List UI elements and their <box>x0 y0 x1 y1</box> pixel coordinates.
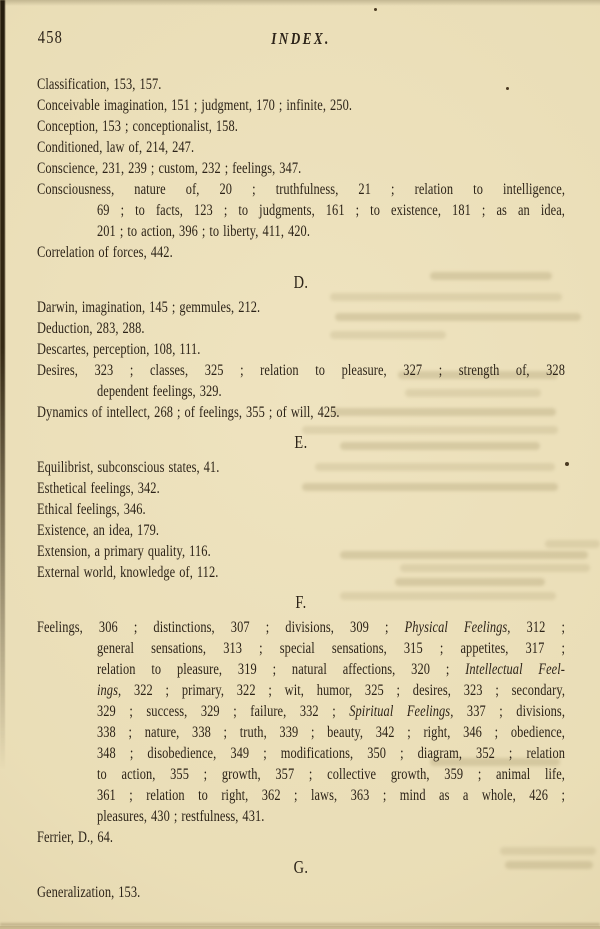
entry-text: Desires, 323 ; classes, 325 ; relation to pleasure, 327 ; strength of, 328 <box>37 362 565 379</box>
entry-text: Consciousness, nature of, 20 ; truthfulness, 21 ; relation to intelligence, <box>37 181 565 198</box>
index-entry-line <box>37 638 565 659</box>
index-entry-line <box>37 360 565 381</box>
entry-text: Descartes, perception, 108, 111. <box>37 341 201 358</box>
index-body <box>37 74 565 903</box>
index-section <box>37 617 565 848</box>
italic-subentry: Intellectual Feel- <box>465 661 565 678</box>
entry-text: 201 ; to action, 396 ; to liberty, 411, 420. <box>97 223 311 240</box>
index-entry-line <box>37 562 565 583</box>
index-entry <box>37 318 565 339</box>
index-section <box>37 297 565 423</box>
index-entry-line <box>37 785 565 806</box>
index-entry-line <box>37 318 565 339</box>
index-entry <box>37 402 565 423</box>
index-entry <box>37 499 565 520</box>
index-entry-line <box>37 478 565 499</box>
page-title: INDEX. <box>271 29 331 48</box>
index-entry-line <box>37 116 565 137</box>
entry-text: Classification, 153, 157. <box>37 76 162 93</box>
entry-text: Conscience, 231, 239 ; custom, 232 ; feelings, 347. <box>37 160 302 177</box>
index-entry-line <box>37 137 565 158</box>
section-heading-g: G. <box>293 857 309 877</box>
entry-text: Generalization, 153. <box>37 884 141 901</box>
entry-text: 329 ; success, 329 ; failure, 332 ; <box>97 703 350 720</box>
section-heading-e: E. <box>294 432 308 452</box>
entry-text: 322 ; primary, 322 ; wit, humor, 325 ; desires, 323 ; secondary, <box>121 682 566 699</box>
index-entry <box>37 74 565 95</box>
index-entry-line <box>37 701 565 722</box>
index-entry-line <box>37 680 565 701</box>
index-entry <box>37 95 565 116</box>
entry-text: 69 ; to facts, 123 ; to judgments, 161 ; to existence, 181 ; as an idea, <box>97 202 565 219</box>
page-content <box>37 0 565 903</box>
index-entry <box>37 457 565 478</box>
entry-text: Conditioned, law of, 214, 247. <box>37 139 195 156</box>
index-entry-line <box>37 221 565 242</box>
page-number: 458 <box>37 27 63 47</box>
entry-text: general sensations, 313 ; special sensations, 315 ; appetites, 317 ; <box>97 640 565 657</box>
entry-text: Esthetical feelings, 342. <box>37 480 160 497</box>
entry-text: Correlation of forces, 442. <box>37 244 173 261</box>
index-entry-line <box>37 457 565 478</box>
entry-text: relation to pleasure, 319 ; natural affections, 320 ; <box>97 661 466 678</box>
index-entry-line <box>37 242 565 263</box>
entry-text: Darwin, imagination, 145 ; gemmules, 212. <box>37 299 261 316</box>
index-entry <box>37 827 565 848</box>
entry-text: External world, knowledge of, 112. <box>37 564 219 581</box>
entry-text: 361 ; relation to right, 362 ; laws, 363 ; mind as a whole, 426 ; <box>97 787 565 804</box>
index-entry-line <box>37 806 565 827</box>
index-entry-line <box>37 74 565 95</box>
entry-text: Conceivable imagination, 151 ; judgment, 170 ; infinite, 250. <box>37 97 353 114</box>
index-entry <box>37 137 565 158</box>
index-entry-line <box>37 297 565 318</box>
index-entry <box>37 617 565 827</box>
entry-text: 337 ; divisions, <box>453 703 565 720</box>
index-entry-line <box>37 659 565 680</box>
index-entry <box>37 541 565 562</box>
index-entry-line <box>37 381 565 402</box>
index-entry-line <box>37 520 565 541</box>
index-entry <box>37 339 565 360</box>
index-entry <box>37 116 565 137</box>
index-entry-line <box>37 617 565 638</box>
index-entry <box>37 360 565 402</box>
index-entry-line <box>37 339 565 360</box>
entry-text: 348 ; disobedience, 349 ; modifications, 350 ; diagram, 352 ; relation <box>97 745 565 762</box>
index-section <box>37 74 565 263</box>
index-entry <box>37 478 565 499</box>
index-entry <box>37 882 565 903</box>
entry-text: dependent feelings, 329. <box>97 383 222 400</box>
index-entry-line <box>37 200 565 221</box>
index-section <box>37 457 565 583</box>
italic-subentry: Spiritual Feelings, <box>349 703 454 720</box>
section-heading-d: D. <box>293 272 309 292</box>
index-entry-line <box>37 882 565 903</box>
entry-text: Extension, a primary quality, 116. <box>37 543 211 560</box>
entry-text: Feelings, 306 ; distinctions, 307 ; divisions, 309 ; <box>37 619 405 636</box>
entry-text: Equilibrist, subconscious states, 41. <box>37 459 220 476</box>
index-entry-line <box>37 402 565 423</box>
entry-text: to action, 355 ; growth, 357 ; collective growth, 359 ; animal life, <box>97 766 565 783</box>
entry-text: Ferrier, D., 64. <box>37 829 114 846</box>
entry-text: Dynamics of intellect, 268 ; of feelings, 355 ; of will, 425. <box>37 404 340 421</box>
entry-text: Conception, 153 ; conceptionalist, 158. <box>37 118 238 135</box>
index-entry-line <box>37 541 565 562</box>
index-entry <box>37 297 565 318</box>
index-entry <box>37 562 565 583</box>
index-entry-line <box>37 764 565 785</box>
index-entry-line <box>37 158 565 179</box>
index-entry-line <box>37 743 565 764</box>
index-entry-line <box>37 95 565 116</box>
index-entry-line <box>37 722 565 743</box>
entry-text: pleasures, 430 ; restfulness, 431. <box>97 808 265 825</box>
index-entry <box>37 158 565 179</box>
section-heading-f: F. <box>295 592 307 612</box>
entry-text: 312 ; <box>510 619 565 636</box>
index-entry-line <box>37 179 565 200</box>
index-entry <box>37 520 565 541</box>
page-binding-edge <box>0 0 5 770</box>
italic-subentry: ings, <box>97 682 122 699</box>
entry-text: 338 ; nature, 338 ; truth, 339 ; beauty, 342 ; right, 346 ; obedience, <box>97 724 565 741</box>
index-entry <box>37 179 565 242</box>
running-header <box>37 27 565 48</box>
index-entry <box>37 242 565 263</box>
index-entry-line <box>37 827 565 848</box>
entry-text: Existence, an idea, 179. <box>37 522 160 539</box>
index-entry-line <box>37 499 565 520</box>
italic-subentry: Physical Feelings, <box>404 619 511 636</box>
index-section <box>37 882 565 903</box>
entry-text: Ethical feelings, 346. <box>37 501 146 518</box>
ink-speck <box>565 462 569 466</box>
entry-text: Deduction, 283, 288. <box>37 320 145 337</box>
